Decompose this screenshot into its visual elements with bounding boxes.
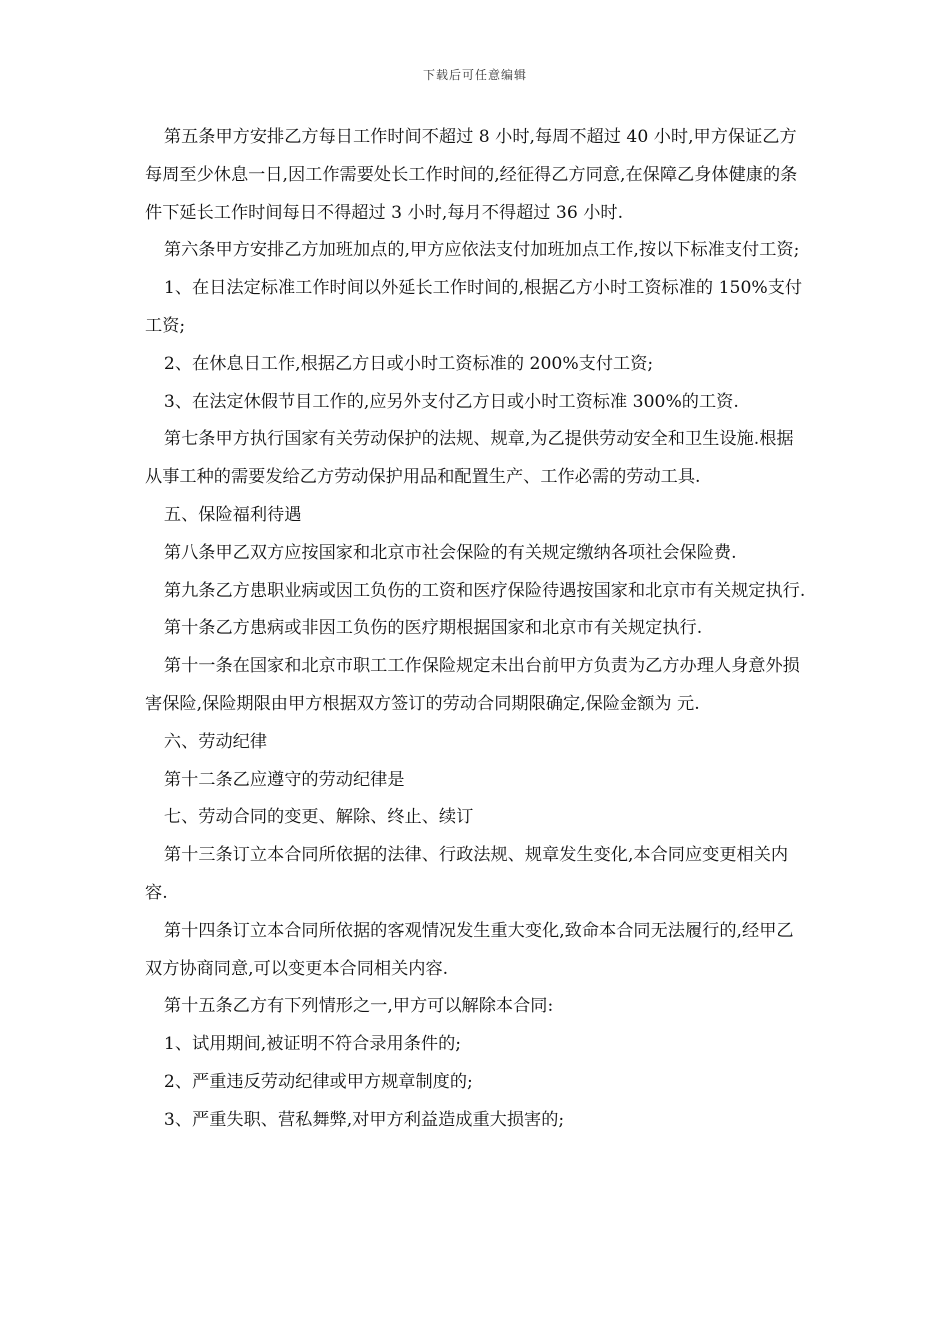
section-heading-6: 六、劳动纪律	[163, 731, 268, 752]
paragraph-article-9: 第九条乙方患职业病或因工负伤的工资和医疗保险待遇按国家和北京市有关规定执行.	[163, 580, 806, 601]
paragraph-article-7: 第七条甲方执行国家有关劳动保护的法规、规章,为乙提供劳动安全和卫生设施.根据从事工种的需要发给乙方劳动保护用品和配置生产、工作必需的劳动工具.	[145, 429, 794, 488]
paragraph-article-10: 第十条乙方患病或非因工负伤的医疗期根据国家和北京市有关规定执行.	[163, 618, 703, 639]
paragraph-article-14: 第十四条订立本合同所依据的客观情况发生重大变化,致命本合同无法履行的,经甲乙双方协商同意,可以变更本合同相关内容.	[145, 920, 794, 979]
paragraph-item-1: 1、在日法定标准工作时间以外延长工作时间的,根据乙方小时工资标准的 150%支付工资;	[145, 278, 803, 336]
paragraph-article-15: 第十五条乙方有下列情形之一,甲方可以解除本合同:	[163, 996, 554, 1017]
paragraph-termination-item-3: 3、严重失职、营私舞弊,对甲方利益造成重大损害的;	[163, 1109, 565, 1130]
paragraph-item-2: 2、在休息日工作,根据乙方日或小时工资标准的 200%支付工资;	[163, 353, 654, 374]
paragraph-termination-item-2: 2、严重违反劳动纪律或甲方规章制度的;	[163, 1071, 473, 1092]
paragraph-article-5: 第五条甲方安排乙方每日工作时间不超过 8 小时,每周不超过 40 小时,甲方保证乙方每周至少休息一日,因工作需要处长工作时间的,经征得乙方同意,在保障乙身体健康的条件下延长工作时间每日不得超过 3 小时,每月不得超过 36 小时.	[145, 127, 798, 223]
document-body	[145, 119, 810, 1140]
paragraph-termination-item-1: 1、试用期间,被证明不符合录用条件的;	[163, 1034, 462, 1055]
paragraph-article-6: 第六条甲方安排乙方加班加点的,甲方应依法支付加班加点工作,按以下标准支付工资;	[163, 240, 800, 261]
section-heading-7: 七、劳动合同的变更、解除、终止、续订	[163, 807, 474, 828]
paragraph-item-3: 3、在法定休假节目工作的,应另外支付乙方日或小时工资标准 300%的工资.	[163, 391, 739, 412]
paragraph-article-12: 第十二条乙应遵守的劳动纪律是	[163, 769, 405, 790]
paragraph-article-13: 第十三条订立本合同所依据的法律、行政法规、规章发生变化,本合同应变更相关内容.	[145, 845, 789, 903]
section-heading-5: 五、保险福利待遇	[163, 504, 302, 525]
page-header: 下载后可任意编辑	[422, 68, 527, 82]
paragraph-article-8: 第八条甲乙双方应按国家和北京市社会保险的有关规定缴纳各项社会保险费.	[163, 542, 737, 563]
paragraph-article-11: 第十一条在国家和北京市职工工作保险规定未出台前甲方负责为乙方办理人身意外损害保险,保险期限由甲方根据双方签订的劳动合同期限确定,保险金额为 元.	[145, 656, 800, 714]
